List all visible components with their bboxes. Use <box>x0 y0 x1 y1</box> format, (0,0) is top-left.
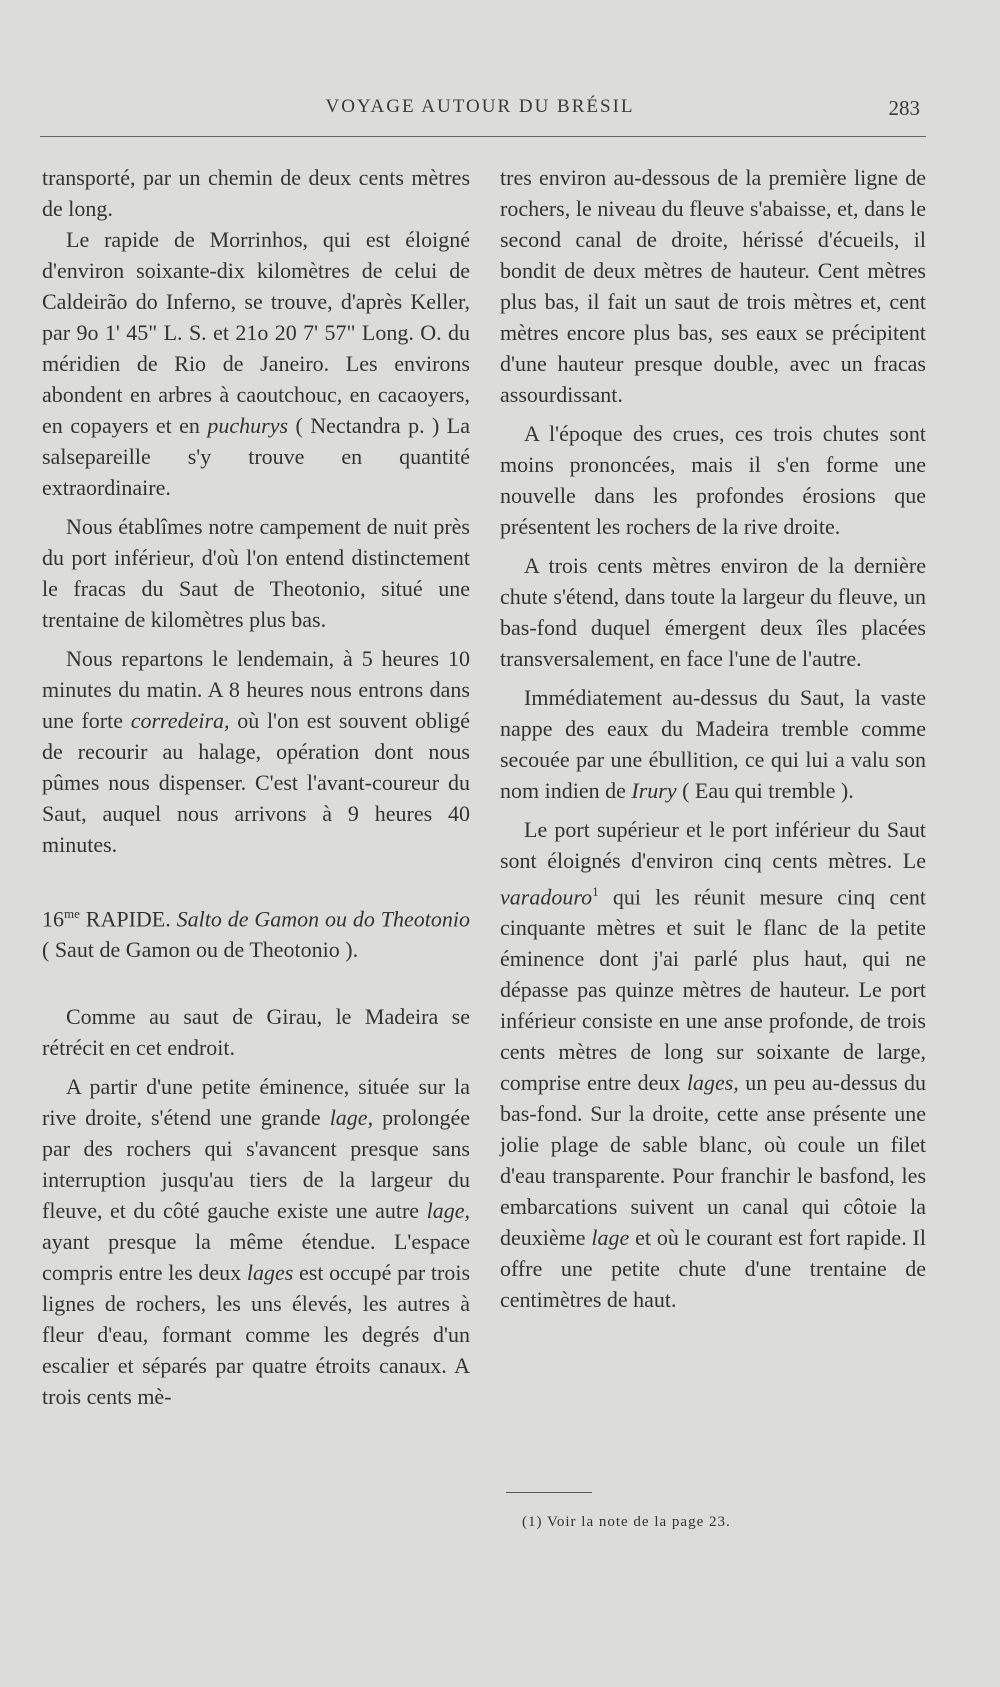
section-heading <box>42 898 470 965</box>
paragraph: Le port supérieur et le port inférieur du Saut sont éloignés d'environ cinq cents mètres. Le varadouro$^1$ qui les réunit mesure cinq cent cinquante mètres et suit le flanc de la petite éminence dont j'ai parlé plus haut, qui ne dépasse pas quinze mètres de hauteur. Le port inférieur consiste en une anse profonde, de trois cents mètres de long sur soixante de large, comprise entre deux lages, un peu au-dessus du bas-fond. Sur la droite, cette anse présente une jolie plage de sable blanc, où coule un filet d'eau transparente. Pour franchir le basfond, les embarcations suivent un canal qui côtoie la deuxième lage et où le courant est fort rapide. Il offre une petite chute d'une trentaine de centimètres de haut. <box>500 817 927 1313</box>
page-number: 283 <box>888 96 920 120</box>
paragraph: tres environ au-dessous de la première ligne de rochers, le niveau du fleuve s'abaisse, et, dans le second canal de droite, hérissé d'écueils, il bondit de deux mètres de hauteur. Cent mètres plus bas, il fait un saut de trois mètres et, cent mètres encore plus bas, ses eaux se précipitent d'une hauteur presque double, avec un fracas assourdissant. <box>500 165 926 407</box>
paragraph: A trois cents mètres environ de la dernière chute s'étend, dans toute la largeur du fleuve, un bas-fond duquel émergent deux îles placées transversalement, en face l'une de l'autre. <box>500 553 926 671</box>
italic-term: lage <box>591 1225 630 1251</box>
italic-term: Irury <box>631 778 677 803</box>
paragraph: Le rapide de Morrinhos, qui est éloigné d'environ soixante-dix kilomètres de celui de Caldeirão do Inferno, se trouve, d'après Keller, par 9o 1' 45" L. S. et 21o 20 7' 57" Long. O. du méridien de Rio de Janeiro. Les environs abondent en arbres à caoutchouc, en cacaoyers, en copayers et en puchurys ( Nectandra p. ) La salsepareille s'y trouve en quantité extraordinaire. <box>42 227 471 500</box>
running-head <box>40 96 920 126</box>
paragraph: transporté, par un chemin de deux cents mètres de long. <box>42 165 470 221</box>
italic-term: corredeira, <box>130 708 230 733</box>
footnote: (1) Voir la note de la page 23. <box>522 1514 731 1530</box>
italic-term: lage, <box>426 1198 471 1224</box>
paragraph: Immédiatement au-dessus du Saut, la vaste nappe des eaux du Madeira tremble comme secouée par une ébullition, ce qui lui a valu son nom indien de Irury ( Eau qui tremble ). <box>500 685 926 803</box>
italic-term: lages <box>246 1260 294 1286</box>
right-column <box>500 162 926 1315</box>
paragraph: Nous repartons le lendemain, à 5 heures 10 minutes du matin. A 8 heures nous entrons dans une forte corredeira, où l'on est souvent obligé de recourir au halage, opération dont nous pûmes nous dispenser. C'est l'avant-coureur du Saut, auquel nous arrivons à 9 heures 40 minutes. <box>42 646 471 857</box>
italic-term: varadouro <box>500 884 593 910</box>
italic-term: puchurys <box>207 413 289 438</box>
section-title: Salto de Gamon ou do Theotonio <box>176 906 471 932</box>
section-number: 16 <box>42 906 64 932</box>
header-rule <box>40 136 926 137</box>
paragraph: A partir d'une petite éminence, située sur la rive droite, s'étend une grande lage, prolongée par des rochers qui s'avancent presque sans interruption jusqu'au tiers de la largeur du fleuve, et du côté gauche existe une autre lage, ayant presque la même étendue. L'espace compris entre les deux lages est occupé par trois lignes de rochers, les uns élevés, les autres à fleur d'eau, formant comme les degrés d'un escalier et séparés par quatre étroits canaux. A trois cents mè- <box>42 1074 471 1410</box>
section-number-suffix: me <box>64 906 80 921</box>
section-label: RAPIDE. <box>85 906 171 932</box>
left-column <box>42 162 470 1412</box>
footnote-rule <box>506 1492 592 1493</box>
section-title-translation: ( Saut de Gamon ou de Theotonio ). <box>42 937 359 963</box>
paragraph: Nous établîmes notre campement de nuit près du port inférieur, d'où l'on entend distinctement le fracas du Saut de Theotonio, situé une trentaine de kilomètres plus bas. <box>42 514 470 632</box>
footnote-marker: 1 <box>592 884 599 899</box>
italic-term: lages, <box>686 1070 739 1096</box>
italic-term: lage, <box>329 1105 374 1131</box>
paragraph: Comme au saut de Girau, le Madeira se rétrécit en cet endroit. <box>42 1004 470 1061</box>
paragraph: A l'époque des crues, ces trois chutes sont moins prononcées, mais il s'en forme une nouvelle dans les profondes érosions que présentent les rochers de la rive droite. <box>500 421 926 539</box>
running-title: VOYAGE AUTOUR DU BRÉSIL <box>325 96 635 117</box>
